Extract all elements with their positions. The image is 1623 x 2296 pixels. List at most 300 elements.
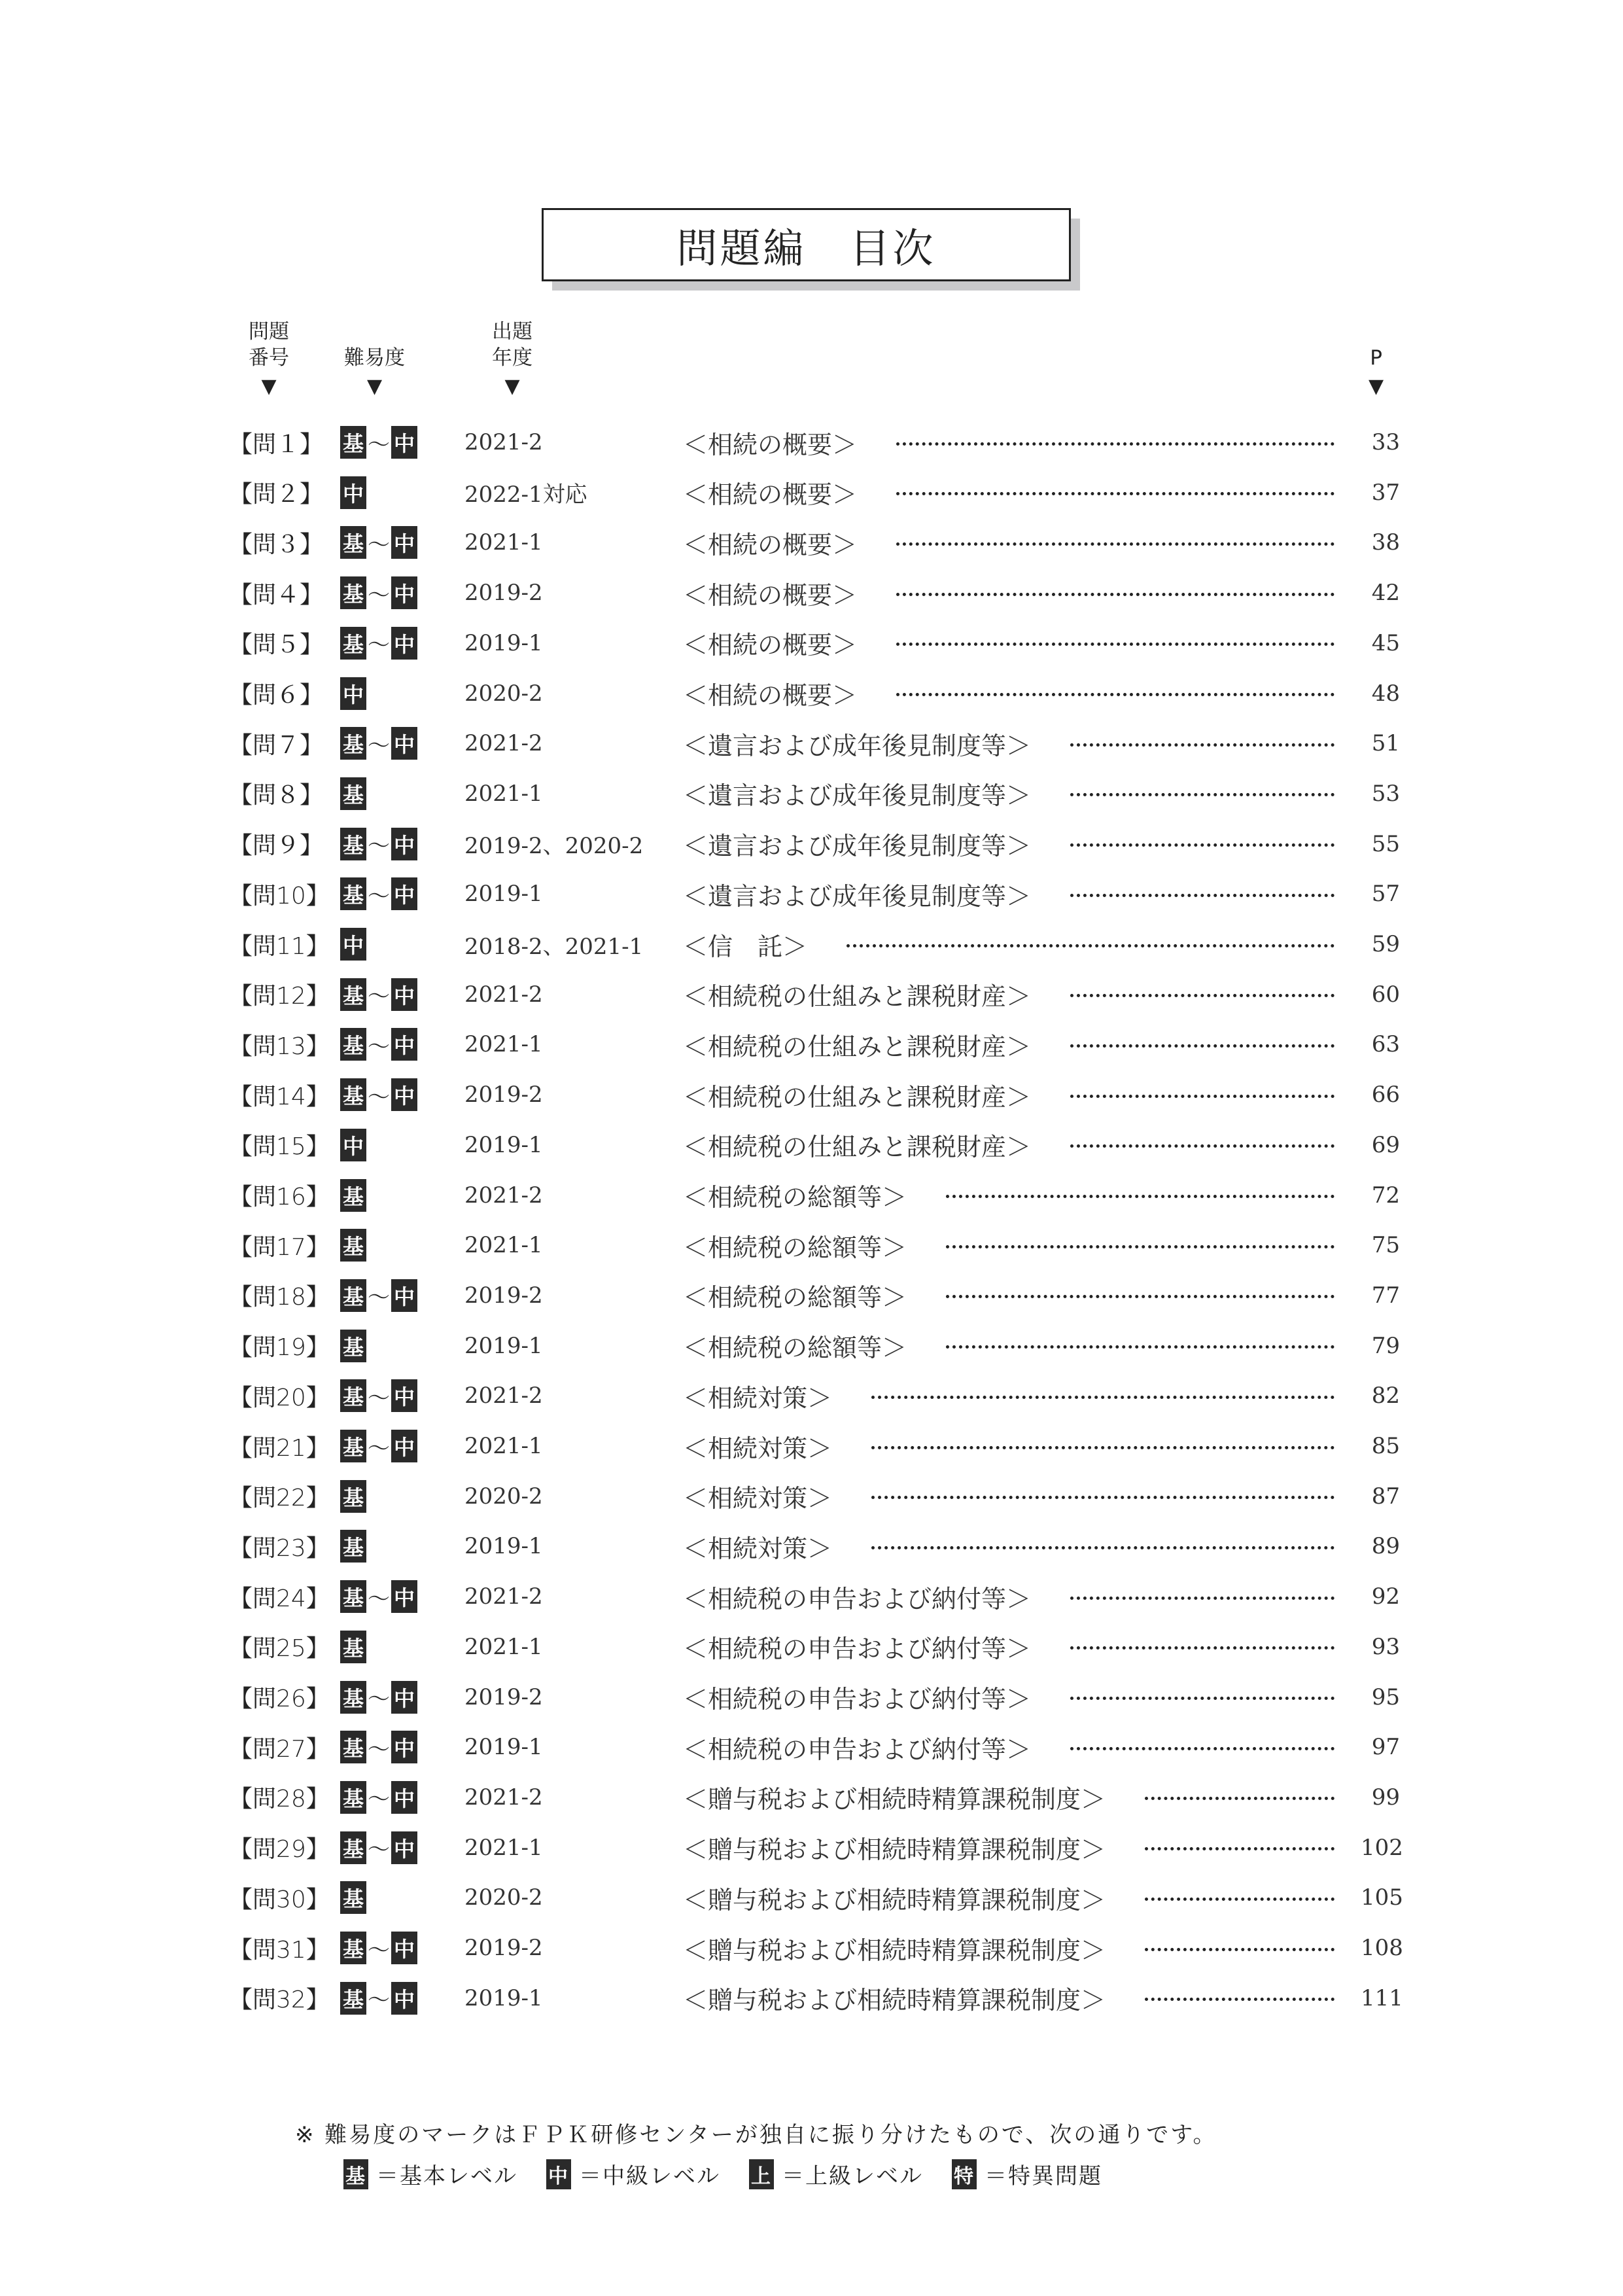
leader-dots xyxy=(1145,1998,1335,2001)
question-number: 【問６】 xyxy=(229,682,324,709)
range-tilde: ～ xyxy=(368,833,390,860)
leader-dots xyxy=(1145,1898,1335,1901)
topic: ＜相続対策＞ xyxy=(683,1383,833,1413)
difficulty xyxy=(340,1028,464,1061)
toc-row[interactable] xyxy=(229,1326,1400,1366)
exam-year: 2019-2 xyxy=(464,580,543,607)
leader-dots xyxy=(1070,743,1335,747)
difficulty-badge: 中 xyxy=(391,1078,417,1111)
difficulty-badge: 基 xyxy=(340,1982,366,2015)
exam-year: 2021-2 xyxy=(464,1182,543,1209)
toc-row[interactable] xyxy=(229,1979,1403,2018)
exam-year: 2019-2 xyxy=(464,1082,543,1108)
difficulty-badge: 基 xyxy=(340,1480,366,1513)
question-number: 【問28】 xyxy=(229,1786,330,1813)
topic: ＜贈与税および相続時精算課税制度＞ xyxy=(683,1935,1106,1965)
toc-row[interactable] xyxy=(229,925,1400,964)
page-number: 93 xyxy=(1371,1633,1400,1660)
topic: ＜相続税の申告および納付等＞ xyxy=(683,1584,1032,1614)
difficulty-badge: 中 xyxy=(391,1430,417,1462)
exam-year: 2019-1 xyxy=(464,1533,543,1560)
leader-dots xyxy=(846,944,1335,947)
difficulty-badge: 中 xyxy=(391,1982,417,2015)
exam-year: 2019-2 xyxy=(464,1935,543,1961)
topic: ＜相続税の総額等＞ xyxy=(683,1333,907,1363)
exam-year: 2021-2 xyxy=(464,1383,543,1409)
difficulty-badge: 中 xyxy=(391,877,417,910)
difficulty xyxy=(340,1530,464,1563)
topic: ＜相続対策＞ xyxy=(683,1434,833,1463)
leader-dots xyxy=(1070,1747,1335,1750)
toc-row[interactable] xyxy=(229,1075,1400,1114)
header-year xyxy=(492,319,532,400)
toc-row[interactable] xyxy=(229,874,1400,913)
page-number: 53 xyxy=(1371,780,1400,807)
difficulty-badge: 基 xyxy=(340,1831,366,1864)
difficulty-badge: 中 xyxy=(391,1781,417,1814)
toc-row[interactable] xyxy=(229,1426,1400,1466)
exam-year: 2021-1 xyxy=(464,1031,543,1058)
difficulty-badge: 基 xyxy=(340,627,366,660)
legend-label: ＝中級レベル xyxy=(579,2163,720,2189)
leader-dots xyxy=(1070,1597,1335,1600)
range-tilde: ～ xyxy=(368,983,390,1010)
difficulty-badge: 基 xyxy=(340,877,366,910)
leader-dots xyxy=(1070,1095,1335,1098)
range-tilde: ～ xyxy=(368,1033,390,1060)
page-number: 66 xyxy=(1371,1082,1400,1108)
difficulty xyxy=(340,1932,464,1964)
toc-row[interactable] xyxy=(229,1477,1400,1516)
exam-year: 2021-2 xyxy=(464,981,543,1008)
leader-dots xyxy=(946,1345,1335,1349)
topic: ＜相続の概要＞ xyxy=(683,631,858,660)
question-number: 【問17】 xyxy=(229,1233,330,1261)
toc-row[interactable] xyxy=(229,1527,1400,1566)
toc-row[interactable] xyxy=(229,573,1400,612)
legend-label: ＝上級レベル xyxy=(782,2163,923,2189)
topic: ＜相続税の仕組みと課税財産＞ xyxy=(683,1133,1032,1162)
topic: ＜遺言および成年後見制度等＞ xyxy=(683,781,1032,811)
difficulty-badge: 中 xyxy=(391,1279,417,1312)
toc-row[interactable] xyxy=(229,624,1400,663)
range-tilde: ～ xyxy=(368,1686,390,1712)
exam-year: 2019-1 xyxy=(464,1985,543,2011)
leader-dots xyxy=(1145,1847,1335,1850)
range-tilde: ～ xyxy=(368,732,390,759)
difficulty xyxy=(340,727,464,760)
difficulty xyxy=(340,1731,464,1763)
header-difficulty-label: 難易度 xyxy=(344,346,405,370)
page-number: 63 xyxy=(1371,1031,1400,1058)
leader-dots xyxy=(1145,1797,1335,1800)
range-tilde: ～ xyxy=(368,1585,390,1612)
leader-dots xyxy=(1145,1948,1335,1951)
difficulty-badge: 基 xyxy=(340,1932,366,1964)
header-number xyxy=(249,319,289,400)
page-number: 38 xyxy=(1371,529,1400,556)
difficulty xyxy=(340,1982,464,2015)
topic: ＜相続税の申告および納付等＞ xyxy=(683,1685,1032,1714)
exam-year: 2021-2 xyxy=(464,1784,543,1810)
difficulty xyxy=(340,1580,464,1613)
question-number: 【問24】 xyxy=(229,1585,330,1612)
difficulty-badge: 基 xyxy=(340,1430,366,1462)
range-tilde: ～ xyxy=(368,1385,390,1411)
down-triangle-icon: ▼ xyxy=(504,375,520,398)
toc-row[interactable] xyxy=(229,724,1400,763)
difficulty xyxy=(340,576,464,609)
toc-row[interactable] xyxy=(229,774,1400,813)
topic: ＜相続税の申告および納付等＞ xyxy=(683,1634,1032,1664)
leader-dots xyxy=(946,1295,1335,1298)
question-number: 【問４】 xyxy=(229,581,324,609)
page-number: 72 xyxy=(1371,1182,1400,1209)
difficulty-badge: 中 xyxy=(340,928,366,961)
difficulty xyxy=(340,526,464,559)
question-number: 【問32】 xyxy=(229,1987,330,2014)
badge-tokui: 特 xyxy=(952,2159,977,2189)
difficulty xyxy=(340,1379,464,1412)
difficulty-badge: 基 xyxy=(340,1631,366,1663)
leader-dots xyxy=(871,1546,1335,1549)
difficulty-legend xyxy=(343,2158,1131,2190)
difficulty-badge: 基 xyxy=(340,978,366,1011)
difficulty xyxy=(340,1229,464,1262)
difficulty-badge: 基 xyxy=(340,1330,366,1362)
exam-year: 2021-2 xyxy=(464,429,543,455)
range-tilde: ～ xyxy=(368,1084,390,1110)
difficulty-badge: 基 xyxy=(340,828,366,860)
question-number: 【問27】 xyxy=(229,1735,330,1763)
toc-row[interactable] xyxy=(229,1778,1400,1817)
difficulty-badge: 基 xyxy=(340,1028,366,1061)
difficulty-badge: 中 xyxy=(391,978,417,1011)
difficulty-badge: 中 xyxy=(391,627,417,660)
topic: ＜遺言および成年後見制度等＞ xyxy=(683,731,1032,760)
leader-dots xyxy=(896,492,1335,495)
range-tilde: ～ xyxy=(368,1987,390,2014)
page-number: 75 xyxy=(1371,1232,1400,1259)
leader-dots xyxy=(1070,994,1335,997)
difficulty-badge: 基 xyxy=(340,1078,366,1111)
page-number: 89 xyxy=(1371,1533,1400,1560)
topic: ＜相続の概要＞ xyxy=(683,681,858,710)
difficulty xyxy=(340,627,464,660)
difficulty xyxy=(340,1330,464,1362)
question-number: 【問30】 xyxy=(229,1886,330,1913)
question-number: 【問25】 xyxy=(229,1635,330,1663)
title-block xyxy=(542,208,1070,280)
header-year-line2: 年度 xyxy=(492,346,532,370)
page-number: 97 xyxy=(1371,1734,1400,1761)
difficulty-badge: 基 xyxy=(340,426,366,459)
page-number: 108 xyxy=(1361,1935,1403,1961)
difficulty-badge: 中 xyxy=(391,1379,417,1412)
toc-row[interactable] xyxy=(229,1176,1400,1215)
leader-dots xyxy=(871,1396,1335,1399)
header-page xyxy=(1369,345,1384,400)
topic: ＜相続税の仕組みと課税財産＞ xyxy=(683,982,1032,1012)
leader-dots xyxy=(896,542,1335,546)
badge-jokyu: 上 xyxy=(749,2159,774,2189)
down-triangle-icon: ▼ xyxy=(366,375,383,398)
question-number: 【問15】 xyxy=(229,1133,330,1161)
difficulty-badge: 基 xyxy=(340,1731,366,1763)
difficulty xyxy=(340,426,464,459)
page-number: 60 xyxy=(1371,981,1400,1008)
difficulty-badge: 中 xyxy=(340,677,366,710)
toc-row[interactable] xyxy=(229,1125,1400,1165)
question-number: 【問13】 xyxy=(229,1033,330,1060)
difficulty xyxy=(340,1831,464,1864)
leader-dots xyxy=(896,643,1335,646)
legend-label: ＝特異問題 xyxy=(985,2163,1102,2189)
toc-row[interactable] xyxy=(229,1928,1403,1968)
topic: ＜相続の概要＞ xyxy=(683,530,858,559)
difficulty-badge: 基 xyxy=(340,576,366,609)
page-number: 111 xyxy=(1361,1985,1403,2011)
toc-row[interactable] xyxy=(229,473,1400,512)
topic: ＜遺言および成年後見制度等＞ xyxy=(683,881,1032,911)
exam-year: 2021-1 xyxy=(464,1232,543,1259)
difficulty xyxy=(340,1078,464,1111)
page-number: 87 xyxy=(1371,1483,1400,1510)
header-difficulty xyxy=(344,345,405,400)
exam-year: 2019-1 xyxy=(464,1131,543,1158)
difficulty xyxy=(340,1129,464,1161)
header-number-line1: 問題 xyxy=(249,320,289,344)
header-page-label: P xyxy=(1370,346,1382,370)
difficulty-badge: 中 xyxy=(391,526,417,559)
difficulty xyxy=(340,828,464,860)
toc-row[interactable] xyxy=(229,674,1400,713)
question-number: 【問16】 xyxy=(229,1184,330,1210)
down-triangle-icon: ▼ xyxy=(261,375,277,398)
leader-dots xyxy=(1070,1144,1335,1148)
topic: ＜贈与税および相続時精算課税制度＞ xyxy=(683,1885,1106,1915)
question-number: 【問29】 xyxy=(229,1836,330,1863)
difficulty-badge: 中 xyxy=(391,1932,417,1964)
toc-row[interactable] xyxy=(229,1226,1400,1265)
header-number-line2: 番号 xyxy=(249,346,289,370)
difficulty-badge: 基 xyxy=(340,1530,366,1563)
exam-year: 2019-1 xyxy=(464,1332,543,1359)
question-number: 【問８】 xyxy=(229,782,324,809)
topic: ＜相続対策＞ xyxy=(683,1484,833,1513)
leader-dots xyxy=(1070,1044,1335,1048)
question-number: 【問23】 xyxy=(229,1534,330,1562)
difficulty xyxy=(340,1430,464,1462)
topic: ＜相続税の申告および納付等＞ xyxy=(683,1735,1032,1764)
badge-chu: 中 xyxy=(546,2159,571,2189)
page-number: 69 xyxy=(1371,1131,1400,1158)
exam-year: 2021-1 xyxy=(464,780,543,807)
question-number: 【問10】 xyxy=(229,882,330,910)
question-number: 【問31】 xyxy=(229,1936,330,1964)
topic: ＜相続の概要＞ xyxy=(683,580,858,610)
toc-row[interactable] xyxy=(229,1577,1400,1616)
topic: ＜相続税の総額等＞ xyxy=(683,1283,907,1313)
range-tilde: ～ xyxy=(368,1284,390,1311)
difficulty-badge: 基 xyxy=(340,1580,366,1613)
difficulty-badge: 基 xyxy=(340,1179,366,1212)
page-number: 79 xyxy=(1371,1332,1400,1359)
toc-row[interactable] xyxy=(229,1678,1400,1717)
difficulty-badge: 基 xyxy=(340,526,366,559)
difficulty-badge: 基 xyxy=(340,1379,366,1412)
difficulty xyxy=(340,1631,464,1663)
topic: ＜相続対策＞ xyxy=(683,1534,833,1563)
header-year-line1: 出題 xyxy=(492,320,532,344)
leader-dots xyxy=(896,593,1335,596)
topic: ＜贈与税および相続時精算課税制度＞ xyxy=(683,1986,1106,2015)
difficulty-badge: 基 xyxy=(340,1781,366,1814)
leader-dots xyxy=(1070,843,1335,847)
difficulty xyxy=(340,777,464,810)
difficulty-badge: 中 xyxy=(391,828,417,860)
page-number: 99 xyxy=(1371,1784,1400,1810)
topic: ＜信 託＞ xyxy=(683,932,808,961)
difficulty-badge: 基 xyxy=(340,1229,366,1262)
page-number: 55 xyxy=(1371,830,1400,857)
topic: ＜相続の概要＞ xyxy=(683,480,858,510)
difficulty-badge: 中 xyxy=(391,1681,417,1714)
toc-row[interactable] xyxy=(229,824,1400,864)
topic: ＜相続の概要＞ xyxy=(683,430,858,459)
range-tilde: ～ xyxy=(368,582,390,609)
difficulty-badge: 基 xyxy=(340,1881,366,1914)
range-tilde: ～ xyxy=(368,531,390,558)
difficulty xyxy=(340,1781,464,1814)
topic: ＜贈与税および相続時精算課税制度＞ xyxy=(683,1835,1106,1865)
toc-row[interactable] xyxy=(229,1376,1400,1415)
exam-year: 2021-1 xyxy=(464,1633,543,1660)
question-number: 【問９】 xyxy=(229,832,324,860)
legend-label: ＝基本レベル xyxy=(376,2163,517,2189)
leader-dots xyxy=(1070,1697,1335,1700)
topic: ＜相続税の総額等＞ xyxy=(683,1183,907,1212)
topic: ＜相続税の仕組みと課税財産＞ xyxy=(683,1032,1032,1061)
page-number: 95 xyxy=(1371,1684,1400,1710)
page-number: 57 xyxy=(1371,881,1400,908)
difficulty-badge: 中 xyxy=(391,1580,417,1613)
difficulty xyxy=(340,476,464,509)
question-number: 【問26】 xyxy=(229,1686,330,1712)
difficulty-note: ※ 難易度のマークはＦＰＫ研修センターが独自に振り分けたもので、次の通りです。 xyxy=(295,2122,1217,2148)
question-number: 【問５】 xyxy=(229,631,324,659)
difficulty-badge: 中 xyxy=(391,426,417,459)
difficulty xyxy=(340,928,464,961)
exam-year: 2021-2 xyxy=(464,730,543,757)
toc-row[interactable] xyxy=(229,1727,1400,1767)
range-tilde: ～ xyxy=(368,1937,390,1964)
exam-year: 2021-1 xyxy=(464,1433,543,1459)
question-number: 【問21】 xyxy=(229,1434,330,1462)
page-number: 82 xyxy=(1371,1383,1400,1409)
topic: ＜贈与税および相続時精算課税制度＞ xyxy=(683,1785,1106,1814)
exam-year: 2019-2、2020-2 xyxy=(464,833,644,860)
page-number: 105 xyxy=(1361,1884,1403,1911)
difficulty-badge: 中 xyxy=(340,476,366,509)
difficulty-badge: 基 xyxy=(340,777,366,810)
exam-year: 2020-2 xyxy=(464,1884,543,1911)
exam-year: 2021-1 xyxy=(464,529,543,556)
exam-year: 2019-1 xyxy=(464,881,543,908)
page-number: 59 xyxy=(1371,931,1400,957)
down-triangle-icon: ▼ xyxy=(1369,375,1384,398)
question-number: 【問２】 xyxy=(229,481,324,508)
leader-dots xyxy=(1070,793,1335,796)
difficulty xyxy=(340,877,464,910)
range-tilde: ～ xyxy=(368,883,390,910)
toc-row[interactable] xyxy=(229,1828,1403,1867)
difficulty xyxy=(340,1480,464,1513)
exam-year: 2022-1対応 xyxy=(464,482,587,508)
exam-year: 2021-1 xyxy=(464,1834,543,1861)
topic: ＜相続税の仕組みと課税財産＞ xyxy=(683,1082,1032,1112)
range-tilde: ～ xyxy=(368,1837,390,1863)
difficulty-badge: 中 xyxy=(391,1731,417,1763)
question-number: 【問３】 xyxy=(229,531,324,558)
question-number: 【問14】 xyxy=(229,1083,330,1110)
toc-row[interactable] xyxy=(229,1627,1400,1667)
question-number: 【問11】 xyxy=(229,932,330,960)
toc-row[interactable] xyxy=(229,1878,1403,1917)
page-number: 33 xyxy=(1371,429,1400,455)
question-number: 【問20】 xyxy=(229,1384,330,1411)
difficulty xyxy=(340,978,464,1011)
difficulty-badge: 基 xyxy=(340,727,366,760)
topic: ＜遺言および成年後見制度等＞ xyxy=(683,832,1032,861)
exam-year: 2019-2 xyxy=(464,1282,543,1309)
toc-row[interactable] xyxy=(229,423,1400,462)
question-number: 【問12】 xyxy=(229,983,330,1010)
difficulty xyxy=(340,1279,464,1312)
topic: ＜相続税の総額等＞ xyxy=(683,1233,907,1262)
badge-kihon: 基 xyxy=(343,2159,368,2189)
page-number: 48 xyxy=(1371,680,1400,707)
toc-row[interactable] xyxy=(229,975,1400,1014)
exam-year: 2020-2 xyxy=(464,680,543,707)
leader-dots xyxy=(871,1446,1335,1449)
page-number: 102 xyxy=(1361,1834,1403,1861)
leader-dots xyxy=(896,693,1335,696)
difficulty xyxy=(340,677,464,710)
page-number: 45 xyxy=(1371,629,1400,656)
range-tilde: ～ xyxy=(368,1786,390,1813)
leader-dots xyxy=(946,1245,1335,1248)
difficulty-badge: 中 xyxy=(391,1831,417,1864)
toc-row[interactable] xyxy=(229,523,1400,562)
page-number: 92 xyxy=(1371,1583,1400,1610)
difficulty-badge: 中 xyxy=(340,1129,366,1161)
difficulty-badge: 中 xyxy=(391,727,417,760)
toc-row[interactable] xyxy=(229,1025,1400,1064)
range-tilde: ～ xyxy=(368,431,390,458)
exam-year: 2019-1 xyxy=(464,1734,543,1761)
range-tilde: ～ xyxy=(368,1435,390,1462)
difficulty-badge: 基 xyxy=(340,1681,366,1714)
page-number: 37 xyxy=(1371,479,1400,506)
question-number: 【問１】 xyxy=(229,431,324,458)
difficulty-badge: 中 xyxy=(391,1028,417,1061)
exam-year: 2019-1 xyxy=(464,629,543,656)
leader-dots xyxy=(871,1496,1335,1499)
leader-dots xyxy=(1070,1646,1335,1650)
page-number: 51 xyxy=(1371,730,1400,757)
toc-row[interactable] xyxy=(229,1276,1400,1315)
